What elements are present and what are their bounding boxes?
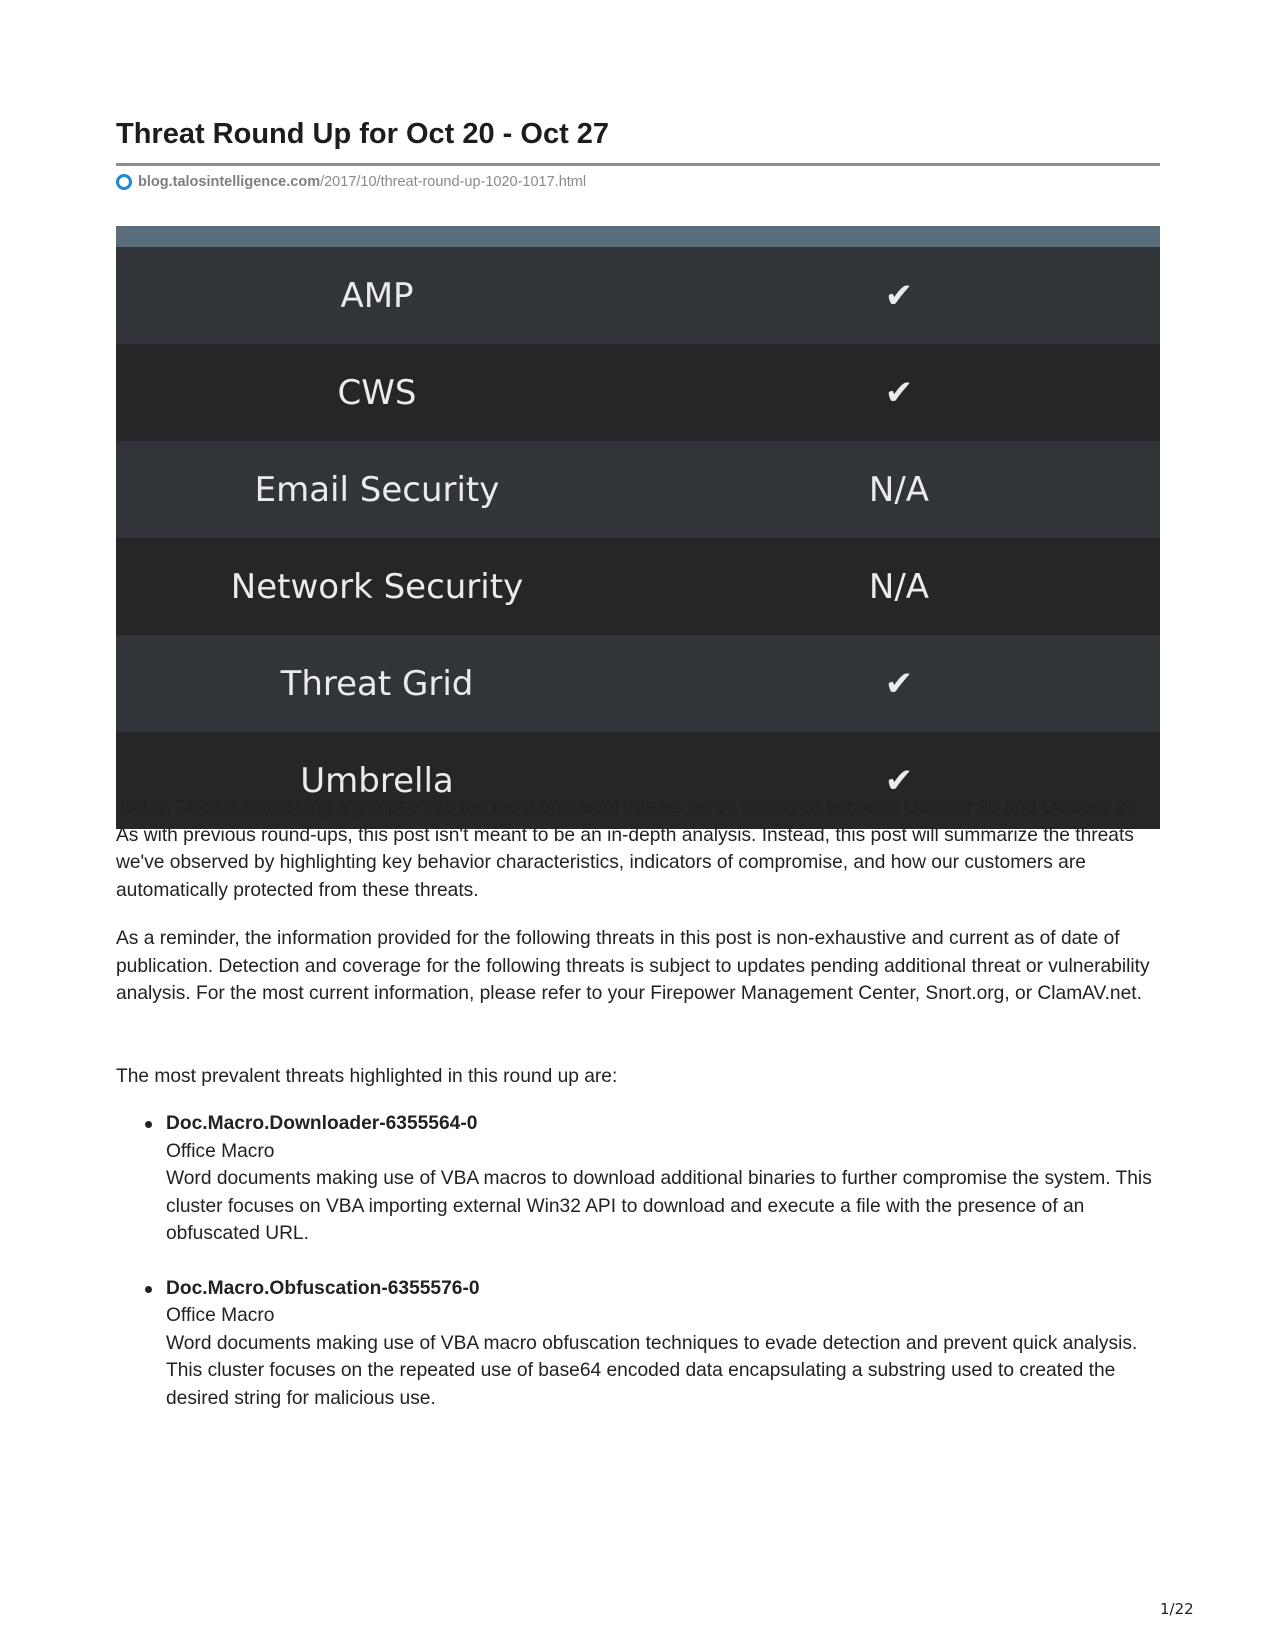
reminder-paragraph: As a reminder, the information provided for the following threats in this post is non-exhaustive and current as of date of publication. Detection and coverage for the following threats is subject to updates pending additional threat or vulnerability analysis. For the most current information, please refer to your Firepower Management Center, Snort.org, or ClamAV.net.: [116, 928, 1150, 1004]
threat-category: Office Macro: [166, 1140, 275, 1162]
threat-item: [116, 1275, 1160, 1413]
coverage-row: [116, 538, 1160, 635]
page-number: 1/22: [1160, 1600, 1194, 1618]
coverage-product: Network Security: [230, 566, 524, 607]
intro-paragraph: Today, Talos is publishing a glimpse into the most prevalent threats we've observed between October 20 and October 27. As with previous round-ups, this post isn't meant to be an in-depth analysis. Instead, this post will summarize the threats we've observed by highlighting key behavior characteristics, indicators of compromise, and how our customers are automatically protected from these threats.: [116, 797, 1142, 901]
threat-item: [116, 1110, 1160, 1248]
coverage-product: Threat Grid: [280, 663, 474, 704]
coverage-row: [116, 635, 1160, 732]
coverage-status: N/A: [868, 566, 930, 607]
title-divider: [116, 163, 1160, 166]
threat-list: [116, 1110, 1160, 1439]
coverage-status: ✔: [884, 275, 914, 316]
coverage-product: Umbrella: [300, 760, 454, 801]
coverage-product: AMP: [340, 275, 414, 316]
coverage-product: CWS: [337, 372, 417, 413]
threat-name: Doc.Macro.Downloader-6355564-0: [166, 1113, 478, 1134]
coverage-table-image: [116, 226, 1160, 801]
threat-description: Word documents making use of VBA macro obfuscation techniques to evade detection and prevent quick analysis. This cluster focuses on the repeated use of base64 encoded data encapsulating a substring used to created the desired string for malicious use.: [166, 1332, 1138, 1409]
page-title: Threat Round Up for Oct 20 - Oct 27: [116, 118, 610, 150]
source-domain: blog.talosintelligence.com: [138, 174, 321, 190]
coverage-status: ✔: [884, 760, 914, 801]
source-link[interactable]: [116, 174, 586, 190]
source-path: /2017/10/threat-round-up-1020-1017.html: [320, 174, 587, 190]
list-intro-paragraph: The most prevalent threats highlighted in this round up are:: [116, 1066, 618, 1087]
bullet-icon: [145, 1121, 152, 1128]
threat-category: Office Macro: [166, 1305, 275, 1326]
coverage-status: N/A: [868, 469, 930, 510]
coverage-table-header: [116, 226, 1160, 247]
threat-name: Doc.Macro.Obfuscation-6355576-0: [166, 1277, 480, 1299]
bullet-icon: [145, 1286, 152, 1293]
coverage-row: [116, 247, 1160, 344]
coverage-product: Email Security: [254, 469, 500, 510]
coverage-row: [116, 344, 1160, 441]
coverage-status: ✔: [884, 372, 914, 413]
coverage-status: ✔: [884, 663, 914, 704]
threat-description: Word documents making use of VBA macros to download additional binaries to further compromise the system. This cluster focuses on VBA importing external Win32 API to download and execute a file with the presence of an obfuscated URL.: [166, 1168, 1152, 1244]
coverage-row: [116, 441, 1160, 538]
globe-icon: [116, 174, 132, 190]
